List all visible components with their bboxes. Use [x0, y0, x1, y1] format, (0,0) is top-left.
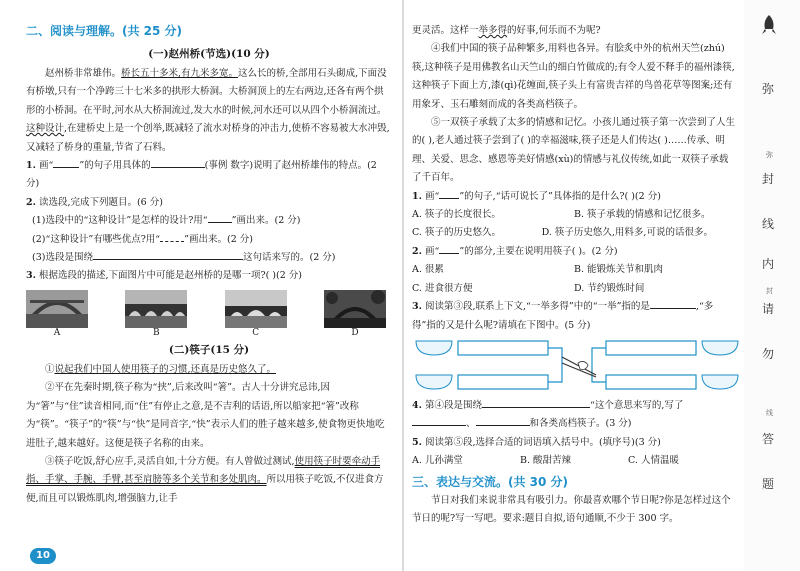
passage2-paragraph4: ④我们中国的筷子品种繁多,用料也各异。有脍炙中外的杭州天竺(zhú)筷,这种筷子是用佛教名山天竺山的细白竹做成的;有令人爱不释手的福州漆筷,这种筷子下面上方,漆(qì)花缠面,筷子头上有富贵吉祥的鸟兽花草等图案;还有用象牙、玉石雕刻而成的各类高档筷子。	[412, 43, 735, 110]
passage2-paragraph1: ①说起我们中国人使用筷子的习惯,还真是历史悠久了。	[45, 363, 277, 375]
answer-blank[interactable]	[482, 397, 590, 408]
answer-blank[interactable]	[151, 157, 205, 168]
underlined-sentence: 说起我们中国人使用筷子的习惯,还真是历史悠久了。	[54, 363, 277, 375]
writing-prompt: 节日对我们来说非常具有吸引力。你最喜欢哪个节日呢?你是怎样过这个节日的呢?写一写吧。要求:题目自拟,语句通顺,不少于 300 字。	[412, 494, 731, 524]
option-c[interactable]: C. 进食很方便	[412, 282, 473, 294]
question-1: 1. 画“ ”的句子用具体的 (事例 数字)说明了赵州桥雄伟的特点。(2 分)	[26, 157, 392, 194]
passage2-title: (二)筷子(15 分)	[168, 343, 250, 356]
right-question-2-options	[412, 261, 736, 279]
answer-box	[606, 375, 696, 389]
sidebar-char: 内	[762, 257, 775, 271]
sidebar-char: 勿	[762, 347, 775, 361]
underlined-sentence: 桥长五十多米,有九米多宽。	[121, 68, 239, 79]
question-2: 2. 读选段,完成下列题目。(6 分)	[26, 196, 163, 208]
sidebar-char: 答	[762, 432, 775, 446]
option-b[interactable]: B. 酸甜苦辣	[520, 455, 572, 467]
answer-box	[606, 341, 696, 355]
option-d[interactable]: D. 筷子历史悠久,用料多,可说的话很多。	[541, 227, 713, 239]
page-number: 10	[30, 548, 56, 564]
sidebar-char: 题	[762, 477, 775, 491]
bridge-photo-b-icon	[125, 290, 187, 328]
option-a[interactable]: A. 筷子的长度很长。	[412, 209, 501, 221]
right-question-2-options-2	[412, 280, 736, 298]
question-2-sub1: (1)选段中的“这种设计”是怎样的设计?用“ ”画出来。(2 分)	[26, 212, 392, 230]
right-page	[404, 0, 742, 571]
passage1-paragraph1: 赵州桥非常雄伟。桥长五十多米,有九米多宽。这么长的桥,全部用石头砌成,下面没有桥墩,只有一个净跨三十七米多的拱形大桥洞。大桥洞顶上的左右两边,还各有两个拱形的小桥洞。在平时,河水从大桥洞流过,发大水的时候,河水还可以从四个小桥洞流过。这种设计,在建桥史上是一个创举,既减轻了流水对桥身的冲击力,使桥不容易被大水冲毁,又减轻了桥身的重量,节省了石料。	[26, 68, 390, 153]
sidebar-char: 线	[762, 217, 775, 231]
option-b[interactable]: B. 能锻炼关节和肌肉	[574, 264, 664, 276]
option-a[interactable]: A. 很累	[412, 264, 444, 276]
option-d[interactable]: D. 节约锻炼时间	[574, 282, 645, 294]
rocket-icon	[758, 14, 780, 36]
sidebar-small-char: 弥	[766, 151, 773, 159]
right-question-1-options-2	[412, 224, 736, 242]
option-c[interactable]: C. 筷子的历史悠久。	[412, 227, 501, 239]
answer-box	[458, 341, 548, 355]
bridge-photo-d-icon	[324, 290, 386, 328]
answer-blank[interactable]	[650, 298, 696, 309]
answer-blank[interactable]	[412, 415, 466, 426]
right-question-1: 1. 画“ ”的句子,“话可说长了”具体指的是什么?( )(2 分)	[412, 188, 736, 206]
bridge-picture-b[interactable]: B	[125, 290, 187, 338]
question-2-sub3: (3)选段是围绕 这句话来写的。(2 分)	[26, 249, 392, 267]
passage2-paragraph3: ③筷子吃饭,舒心应手,灵活自如,十分方便。有人曾做过测试,使用筷子时要牵动手指、手掌、手腕、手臂,甚至肩膀等多个关节和多处肌肉。所以用筷子吃饭,不仅进食方便,而且可以锻炼肌肉,增强脑力,让手	[26, 455, 384, 504]
right-question-5-options	[412, 452, 736, 470]
bridge-pictures	[26, 290, 386, 338]
option-c[interactable]: C. 人情温暖	[628, 455, 679, 467]
bowls-and-chopsticks-diagram-icon	[412, 337, 742, 395]
wavy-sentence: 这种设计	[26, 123, 65, 135]
question-2-sub2: (2)“这种设计”有哪些优点?用“ ”画出来。(2 分)	[26, 231, 392, 249]
passage1-title: (一)赵州桥(节选)(10 分)	[148, 48, 270, 60]
chopsticks-diagram	[412, 337, 736, 395]
question-3: 3. 根据选段的描述,下面图片中可能是赵州桥的是哪一项?( )(2 分)	[26, 270, 302, 282]
double-underlined-sentence: 使用筷子时要牵动手指、手掌、手腕、手臂,甚至肩膀等多个关节和多处肌肉。	[26, 455, 381, 486]
sidebar-small-char: 封	[766, 287, 773, 295]
right-question-3: 3. 阅读第③段,联系上下文,“一举多得”中的“一举”指的是 ,“多得”指的又是什么呢?请填在下图中。(5 分)	[412, 298, 736, 335]
option-b[interactable]: B. 筷子承载的情感和记忆很多。	[574, 209, 711, 221]
section-reading-title: 二、阅读与理解。(共 25 分)	[26, 24, 183, 38]
right-question-2: 2. 画“ ”的部分,主要在说明用筷子( )。(2 分)	[412, 243, 736, 261]
answer-box	[458, 375, 548, 389]
answer-blank[interactable]	[476, 415, 530, 426]
passage2-paragraph3-continued: 更灵活。这样一举多得的好事,何乐而不为呢?	[412, 25, 601, 36]
right-question-4: 4. 第④段是围绕 “这个意思来写的,写了、 和各类高档筷子。(3 分)	[412, 397, 736, 434]
right-question-5: 5. 阅读第⑤段,选择合适的词语填入括号中。(填序号)(3 分)	[412, 436, 661, 448]
bridge-picture-d[interactable]: D	[324, 290, 386, 338]
bridge-picture-a[interactable]: A	[26, 290, 88, 338]
bridge-picture-c[interactable]: C	[225, 290, 287, 338]
bridge-photo-c-icon	[225, 290, 287, 328]
passage2-paragraph2: ②平在先秦时期,筷子称为“挟”,后来改叫“箸”。古人十分讲究忌讳,因为“箸”与“住”读音相同,而“住”有停止之意,是不吉利的话语,所以船家把“箸”改称为“筷”。“筷子”的“筷”与“快”是同音字,“快”表示人们的胜子越来越多,使食物更快地吃进肚子,越来越好。这便是筷子名称的由来。	[26, 382, 385, 449]
sidebar-small-char: 线	[766, 409, 773, 417]
option-a[interactable]: A. 儿孙满堂	[412, 455, 463, 467]
bridge-photo-a-icon	[26, 290, 88, 328]
sidebar-char: 封	[762, 172, 775, 186]
right-question-1-options	[412, 206, 736, 224]
sidebar-char: 弥	[762, 82, 775, 96]
answer-blank[interactable]	[93, 249, 243, 260]
passage2-paragraph5: ⑤一双筷子承载了太多的情感和记忆。小孩儿通过筷子第一次尝到了人生的( ),老人通过筷子尝到了( )的幸福滋味,筷子还是人们传达( )……传承、明理、关爱、思念、感恩等美好情感(xù)的情感与礼仪传统,如此一双筷子承载了千百年。	[412, 117, 736, 184]
section-expression-title: 三、表达与交流。(共 30 分)	[412, 474, 569, 489]
sidebar-char: 请	[762, 302, 775, 316]
